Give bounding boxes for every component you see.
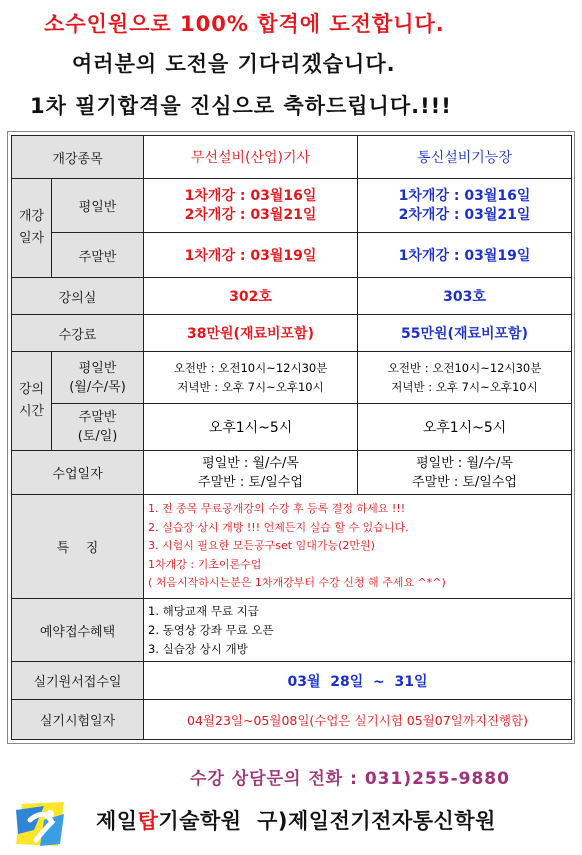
practical-exam-dates: 04월23일~05월08일(수업은 실기시험 05월07일까지진행함) <box>144 700 572 740</box>
course-a-class-weekday: 평일반 : 월/수/목 <box>202 455 299 471</box>
academy-name-highlight: 탑 <box>137 809 159 833</box>
benefit-item: 2. 동영상 강좌 무료 오픈 <box>148 622 274 637</box>
lecture-time-label: 강의 시간 <box>12 352 52 451</box>
course-b-morning: 오전반 : 오전10시~12시30분 <box>387 360 542 375</box>
benefits-list <box>144 599 572 662</box>
academy-name-part3: 기술학원 구)제일전기전자통신학원 <box>158 809 496 833</box>
features-list <box>144 495 572 599</box>
weekday-label: 평일반 <box>52 179 144 233</box>
feature-item: 2. 실습장 상시 개방 !!! 언제든지 실습 할 수 있습니다. <box>148 520 409 534</box>
academy-name-part1: 제일 <box>96 809 138 833</box>
weekday-days-label-1: 평일반 <box>78 360 117 376</box>
course-b-weekday-dates <box>358 179 572 233</box>
course-b-name: 통신설비기능장 <box>358 136 572 179</box>
benefit-label: 예약접수혜택 <box>12 599 144 662</box>
course-b-weekday-times <box>358 352 572 404</box>
weekend-days-label <box>52 404 144 451</box>
open-date-label: 개강 일자 <box>12 179 52 278</box>
academy-logo-icon <box>14 800 66 848</box>
course-b-evening: 저녁반 : 오후 7시~오후10시 <box>391 379 538 394</box>
headline-line-1: 소수인원으로 100% 합격에 도전합니다. <box>44 12 445 36</box>
room-b: 303호 <box>358 278 572 315</box>
fee-b: 55만원(재료비포함) <box>358 315 572 352</box>
course-a-weekday-dates <box>144 179 358 233</box>
course-a-class-weekend: 주말반 : 토/일수업 <box>198 474 303 490</box>
course-a-weekend-date: 1차개강 : 03월19일 <box>144 233 358 278</box>
course-a-name: 무선설비(산업)기사 <box>144 136 358 179</box>
feature-item: 1차개강 : 기초이론수업 <box>148 557 262 571</box>
academy-name <box>96 805 496 835</box>
course-a-evening: 저녁반 : 오후 7시~오후10시 <box>177 379 324 394</box>
course-b-class-weekend: 주말반 : 토/일수업 <box>412 474 517 490</box>
room-a: 302호 <box>144 278 358 315</box>
course-b-weekday-2: 2차개강 : 03월21일 <box>398 206 531 223</box>
weekend-days-label-2: (토/일) <box>77 429 118 444</box>
features-label: 특 징 <box>12 495 144 599</box>
weekday-days-label <box>52 352 144 404</box>
course-b-weekday-1: 1차개강 : 03월16일 <box>398 187 531 204</box>
benefit-item: 3. 실습장 상시 개방 <box>148 641 248 656</box>
feature-item: 1. 전 종목 무료공개강의 수강 후 등록 결정 하세요 !!! <box>148 502 406 516</box>
course-b-class-days <box>358 451 572 495</box>
course-table <box>11 135 572 740</box>
fee-label: 수강료 <box>12 315 144 352</box>
course-a-morning: 오전반 : 오전10시~12시30분 <box>173 360 328 375</box>
course-a-weekday-1: 1차개강 : 03월16일 <box>184 187 317 204</box>
weekend-label: 주말반 <box>52 233 144 278</box>
course-type-label: 개강종목 <box>12 136 144 179</box>
contact-phone: 수강 상담문의 전화 : 031)255-9880 <box>190 769 510 789</box>
practical-apply-label: 실기원서접수일 <box>12 662 144 700</box>
headline-line-2: 여러분의 도전을 기다리겠습니다. <box>72 52 396 76</box>
course-b-class-weekday: 평일반 : 월/수/목 <box>416 455 513 471</box>
course-b-weekend-date: 1차개강 : 03월19일 <box>358 233 572 278</box>
weekend-days-label-1: 주말반 <box>78 410 117 425</box>
weekday-days-label-2: (월/수/목) <box>69 379 126 395</box>
class-days-label: 수업일자 <box>12 451 144 495</box>
feature-item: 3. 시험시 필요한 모든공구set 임대가능(2만원) <box>148 539 375 553</box>
feature-item: ( 처음시작하시는분은 1차개강부터 수강 신청 해 주세요 ^*^) <box>148 576 446 590</box>
course-a-weekday-2: 2차개강 : 03월21일 <box>184 206 317 223</box>
benefit-item: 1. 해당교재 무료 지급 <box>148 603 259 618</box>
course-a-weekday-times <box>144 352 358 404</box>
headline-line-3: 1차 필기합격을 진심으로 축하드립니다.!!! <box>30 94 452 118</box>
practical-exam-label: 실기시험일자 <box>12 700 144 740</box>
practical-apply-dates: 03월 28일 ~ 31일 <box>144 662 572 700</box>
course-a-class-days <box>144 451 358 495</box>
room-label: 강의실 <box>12 278 144 315</box>
course-b-weekend-time: 오후1시~5시 <box>358 404 572 451</box>
course-a-weekend-time: 오후1시~5시 <box>144 404 358 451</box>
fee-a: 38만원(재료비포함) <box>144 315 358 352</box>
